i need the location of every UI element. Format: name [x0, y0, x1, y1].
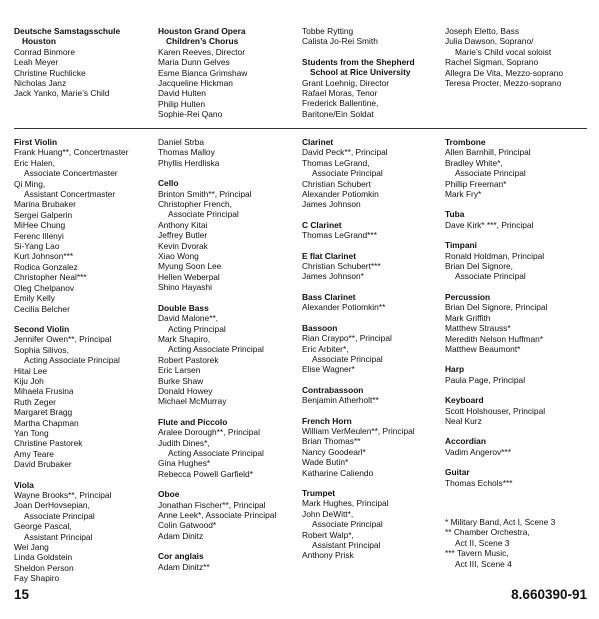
section-heading: School at Rice University	[310, 67, 411, 78]
credit-line: Calista Jo-Rei Smith	[302, 36, 378, 47]
instrument-section	[158, 303, 298, 407]
musician-line: Mark Shapiro,	[158, 333, 211, 344]
section-heading: Houston Grand Opera	[158, 26, 246, 36]
musician-line: Jonathan Fischer**, Principal	[158, 499, 266, 510]
musician-line: Anne Leek*, Associate Principal	[158, 510, 277, 520]
instrument-heading: Second Violin	[14, 323, 70, 334]
musician-line: Anthony Kitai	[158, 219, 208, 230]
instrument-section	[302, 220, 442, 241]
musician-line: Christian Schubert	[302, 178, 371, 189]
musician-line: Brian Thomas**	[302, 436, 361, 447]
deutsche-samstagsschule-section	[14, 26, 154, 99]
chorus-credits	[0, 26, 599, 136]
instrument-section	[302, 416, 442, 478]
musician-line: Adam Dinitz**	[158, 561, 210, 572]
credit-line: Christine Ruchlicke	[14, 67, 86, 78]
instrument-heading: C Clarinet	[302, 219, 342, 230]
musician-line: Assistant Principal	[24, 531, 93, 542]
instrument-section	[158, 137, 298, 168]
musician-line: Brinton Smith**, Principal	[158, 188, 252, 199]
credit-line: Nicholas Janz	[14, 78, 67, 89]
credit-line: Rachel Sigman, Soprano	[445, 57, 539, 68]
credits-column-2	[158, 26, 298, 130]
musician-line: Mark Griffith	[445, 312, 491, 323]
musician-line: Acting Associate Principal	[168, 447, 264, 458]
section-heading: Students from the Shepherd	[302, 56, 415, 67]
musician-line: Associate Principal	[312, 519, 383, 530]
instrument-heading: Cello	[158, 178, 179, 189]
instrument-section	[445, 395, 595, 426]
page-footer	[14, 587, 587, 610]
musician-line: Yan Tong	[14, 427, 49, 438]
musician-line: Michael McMurray	[158, 396, 227, 407]
musician-line: Phyllis Herdliska	[158, 157, 220, 168]
musician-line: Ruth Zeger	[14, 396, 56, 407]
instrument-heading: Guitar	[445, 467, 470, 478]
musician-line: Vadim Angerov***	[445, 446, 511, 457]
credit-line: Sophie-Rei Qano	[158, 109, 223, 120]
musician-line: Wayne Brooks**, Principal	[14, 490, 112, 500]
credit-line: Esme Bianca Grimshaw	[158, 67, 248, 78]
musician-line: Donald Howey	[158, 385, 213, 396]
musician-line: Elise Wagner*	[302, 364, 355, 375]
orchestra-column-3	[302, 137, 442, 571]
musician-line: Assistant Principal	[312, 540, 381, 550]
musician-line: Adam Dinitz	[158, 530, 204, 541]
instrument-section	[445, 292, 595, 354]
instrument-section	[302, 385, 442, 406]
instrument-section	[302, 137, 442, 210]
instrument-heading: Bass Clarinet	[302, 291, 356, 302]
footnote: * Military Band, Act I, Scene 3	[445, 517, 556, 527]
instrument-section	[158, 489, 298, 541]
musician-line: Ferenc Illenyi	[14, 230, 64, 241]
footnote: *** Tavern Music,	[445, 548, 509, 559]
musician-line: Rodica Gonzalez	[14, 261, 78, 272]
musician-line: Margaret Bragg	[14, 407, 73, 418]
musician-line: David Malone**,	[158, 313, 219, 324]
instrument-section	[158, 551, 298, 572]
instrument-section	[158, 178, 298, 292]
section-heading: Deutsche Samstagsschule	[14, 26, 121, 36]
musician-line: Brian Del Signore,	[445, 261, 513, 272]
instrument-section	[14, 137, 154, 314]
musician-line: Scott Holshouser, Principal	[445, 405, 546, 416]
instrument-heading: Tuba	[445, 209, 465, 220]
musician-line: Associate Principal	[455, 168, 526, 179]
orchestra-roster	[0, 137, 599, 589]
instrument-section	[445, 209, 595, 230]
musician-line: Anthony Prisk	[302, 550, 354, 561]
musician-line: Thomas Echols***	[445, 477, 513, 488]
credit-line: Teresa Procter, Mezzo-soprano	[445, 78, 562, 89]
musician-line: David Brubaker	[14, 459, 72, 470]
musician-line: Burke Shaw	[158, 375, 204, 386]
footnote: Act III, Scene 4	[455, 558, 512, 569]
musician-line: Kurt Johnson***	[14, 251, 74, 262]
musician-line: Xiao Wong	[158, 251, 199, 262]
credit-line: Jack Yanko, Marie’s Child	[14, 88, 110, 99]
credit-line: Leah Meyer	[14, 57, 59, 68]
musician-line: Matthew Beaumont*	[445, 343, 521, 354]
musician-line: Hellen Weberpal	[158, 271, 220, 282]
instrument-section	[302, 251, 442, 282]
credits-column-1	[14, 26, 154, 109]
musician-line: Alexander Potiomkin	[302, 189, 379, 200]
musician-line: Christian Schubert***	[302, 261, 381, 272]
instrument-section	[445, 436, 595, 457]
musician-line: Marina Brubaker	[14, 199, 76, 210]
musician-line: James Johnson*	[302, 271, 364, 282]
musician-line: Aralee Dorough**, Principal	[158, 427, 260, 438]
musician-line: Allen Barnhill, Principal	[445, 147, 531, 158]
section-heading: Houston	[22, 36, 56, 47]
orchestra-column-4	[445, 137, 595, 569]
musician-line: Cecilia Belcher	[14, 303, 70, 314]
musician-line: Judith Dines*,	[158, 437, 210, 448]
instrument-section	[445, 240, 595, 282]
orchestra-column-1	[14, 137, 154, 594]
musician-line: MiHee Chung	[14, 220, 66, 231]
credit-line: Conrad Binmore	[14, 46, 75, 57]
instrument-section	[302, 292, 442, 313]
musician-line: Alexander Potiomkin**	[302, 302, 386, 313]
musician-line: Rian Craypo**, Principal	[302, 333, 392, 344]
musician-line: John DeWitt*,	[302, 508, 354, 519]
musician-line: Phillip Freeman*	[445, 178, 507, 189]
instrument-heading: First Violin	[14, 137, 58, 147]
section-heading: Children’s Chorus	[166, 36, 239, 47]
instrument-heading: Bassoon	[302, 322, 338, 333]
musician-line: Christopher Neal***	[14, 272, 87, 283]
musician-line: Sophia Silivos,	[14, 344, 69, 355]
credits-column-4	[445, 26, 595, 98]
musician-line: Associate Principal	[455, 271, 526, 282]
musician-line: Myung Soon Lee	[158, 261, 222, 272]
instrument-section	[302, 323, 442, 375]
shepherd-school-continued-section	[445, 26, 595, 88]
instrument-heading: Percussion	[445, 291, 491, 302]
musician-line: Colin Gatwood*	[158, 520, 217, 531]
musician-line: James Johnson	[302, 199, 361, 210]
musician-line: Wade Butin*	[302, 457, 349, 468]
musician-line: Nancy Goodearl*	[302, 446, 366, 457]
instrument-section	[302, 488, 442, 561]
musician-line: Mihaela Frusina	[14, 386, 74, 397]
instrument-section	[445, 137, 595, 199]
musician-line: Robert Pastorek	[158, 354, 219, 365]
chorus-continued-section	[302, 26, 442, 47]
musician-line: Linda Goldstein	[14, 552, 73, 563]
musician-line: Sheldon Person	[14, 562, 74, 573]
musician-line: Acting Associate Principal	[24, 355, 120, 366]
instrument-heading: E flat Clarinet	[302, 250, 356, 261]
instrument-heading: Trombone	[445, 137, 486, 147]
credit-line: Marie’s Child vocal soloist	[455, 46, 552, 57]
instrument-section	[14, 324, 154, 470]
instrument-heading: French Horn	[302, 415, 352, 426]
footnote: ** Chamber Orchestra,	[445, 527, 530, 538]
musician-line: Meredith Nelson Huffman*	[445, 333, 544, 344]
footnote: Act II, Scene 3	[455, 537, 510, 548]
musician-line: Benjamin Atherholt**	[302, 395, 379, 406]
instrument-heading: Double Bass	[158, 302, 209, 313]
musician-line: Thomas LeGrand,	[302, 157, 370, 168]
instrument-heading: Clarinet	[302, 137, 334, 147]
instrument-section	[14, 480, 154, 584]
musician-line: Associate Principal	[168, 209, 239, 220]
credit-line: Karen Reeves, Director	[158, 46, 246, 57]
musician-line: Associate Concertmaster	[24, 168, 118, 179]
musician-line: Frank Huang**, Concertmaster	[14, 147, 129, 158]
instrument-section	[445, 364, 595, 385]
credit-line: Baritone/Ein Soldat	[302, 108, 374, 119]
instrument-section	[158, 417, 298, 479]
musician-line: Martha Chapman	[14, 417, 79, 428]
musician-line: Christine Pastorek	[14, 438, 83, 449]
musician-line: Mark Hughes, Principal	[302, 498, 389, 509]
musician-line: Si-Yang Lao	[14, 241, 60, 252]
musician-line: George Pascal,	[14, 521, 72, 532]
musician-line: Wei Jang	[14, 542, 49, 553]
musician-line: Acting Associate Principal	[168, 344, 264, 355]
instrument-heading: Harp	[445, 364, 465, 375]
credit-line: Rafael Moras, Tenor	[302, 88, 378, 99]
musician-line: Neal Kurz	[445, 415, 482, 426]
musician-line: Bradley White*,	[445, 157, 503, 168]
musician-line: Jeffrey Butler	[158, 230, 208, 241]
musician-line: Mark Fry*	[445, 189, 482, 200]
credit-line: Philip Hulten	[158, 98, 206, 109]
footnotes	[445, 517, 555, 569]
musician-line: Paula Page, Principal	[445, 374, 526, 385]
credit-line: Allegra De Vita, Mezzo-soprano	[445, 67, 564, 78]
credits-column-3	[302, 26, 442, 129]
shepherd-school-section	[302, 57, 442, 119]
credit-line: Grant Loehnig, Director	[302, 77, 390, 88]
instrument-heading: Oboe	[158, 489, 180, 500]
credit-line: Jacqueline Hickman	[158, 78, 233, 89]
musician-line: Kiju Joh	[14, 375, 44, 386]
musician-line: Eric Larsen	[158, 365, 201, 376]
musician-line: Thomas LeGrand***	[302, 230, 377, 241]
hgo-childrens-chorus-section	[158, 26, 298, 120]
musician-line: David Peck**, Principal	[302, 147, 388, 158]
musician-line: Eric Halen,	[14, 157, 55, 168]
musician-line: Sergei Galperin	[14, 209, 73, 220]
musician-line: Rebecca Powell Garfield*	[158, 468, 253, 479]
page-number: 15	[14, 587, 30, 602]
musician-line: Amy Teare	[14, 448, 54, 459]
musician-line: Fay Shapiro	[14, 573, 60, 584]
instrument-heading: Flute and Piccolo	[158, 416, 228, 427]
musician-line: Associate Principal	[312, 168, 383, 179]
musician-line: Acting Principal	[168, 323, 226, 334]
catalogue-number: 8.660390-91	[511, 587, 587, 602]
orchestra-column-2	[158, 137, 298, 582]
instrument-heading: Trumpet	[302, 487, 336, 498]
musician-line: Matthew Strauss*	[445, 323, 511, 334]
musician-line: Emily Kelly	[14, 293, 55, 304]
musician-line: Ronald Holdman, Principal	[445, 250, 545, 261]
musician-line: Qi Ming,	[14, 178, 46, 189]
instrument-heading: Cor anglais	[158, 551, 204, 562]
musician-line: Brian Del Signore, Principal	[445, 302, 548, 313]
instrument-heading: Timpani	[445, 240, 477, 251]
musician-line: Kevin Dvorak	[158, 240, 208, 251]
instrument-heading: Keyboard	[445, 395, 484, 406]
credit-line: Tobbe Rytting	[302, 26, 354, 36]
orchestra-column-4-sections	[445, 137, 595, 488]
musician-line: Dave Kirk* ***, Principal	[445, 219, 534, 230]
musician-line: Jennifer Owen**, Principal	[14, 334, 112, 345]
musician-line: William VerMeulen**, Principal	[302, 425, 415, 436]
musician-line: Associate Principal	[24, 510, 95, 521]
musician-line: Joan DerHovsepian,	[14, 500, 90, 511]
instrument-section	[445, 467, 595, 488]
credit-line: Maria Dunn Gelves	[158, 57, 230, 68]
musician-line: Daniel Strba	[158, 137, 205, 147]
musician-line: Christopher French,	[158, 199, 233, 210]
credit-line: Joseph Eletto, Bass	[445, 26, 520, 36]
musician-line: Hitai Lee	[14, 365, 48, 376]
musician-line: Thomas Malloy	[158, 147, 215, 158]
musician-line: Robert Walp*,	[302, 529, 354, 540]
musician-line: Assistant Concertmaster	[24, 189, 116, 200]
instrument-heading: Viola	[14, 479, 34, 490]
instrument-heading: Contrabassoon	[302, 384, 364, 395]
musician-line: Katharine Caliendo	[302, 467, 374, 478]
musician-line: Associate Principal	[312, 353, 383, 364]
credit-line: Frederick Ballentine,	[302, 98, 379, 109]
musician-line: Eric Arbiter*,	[302, 343, 349, 354]
credit-line: David Hulten	[158, 88, 206, 99]
credit-line: Julia Dawson, Soprano/	[445, 36, 534, 47]
section-divider	[14, 128, 587, 129]
instrument-heading: Accordian	[445, 436, 486, 447]
musician-line: Shino Hayashi	[158, 282, 213, 293]
musician-line: Oleg Chelpanov	[14, 282, 75, 293]
musician-line: Gina Hughes*	[158, 458, 211, 469]
